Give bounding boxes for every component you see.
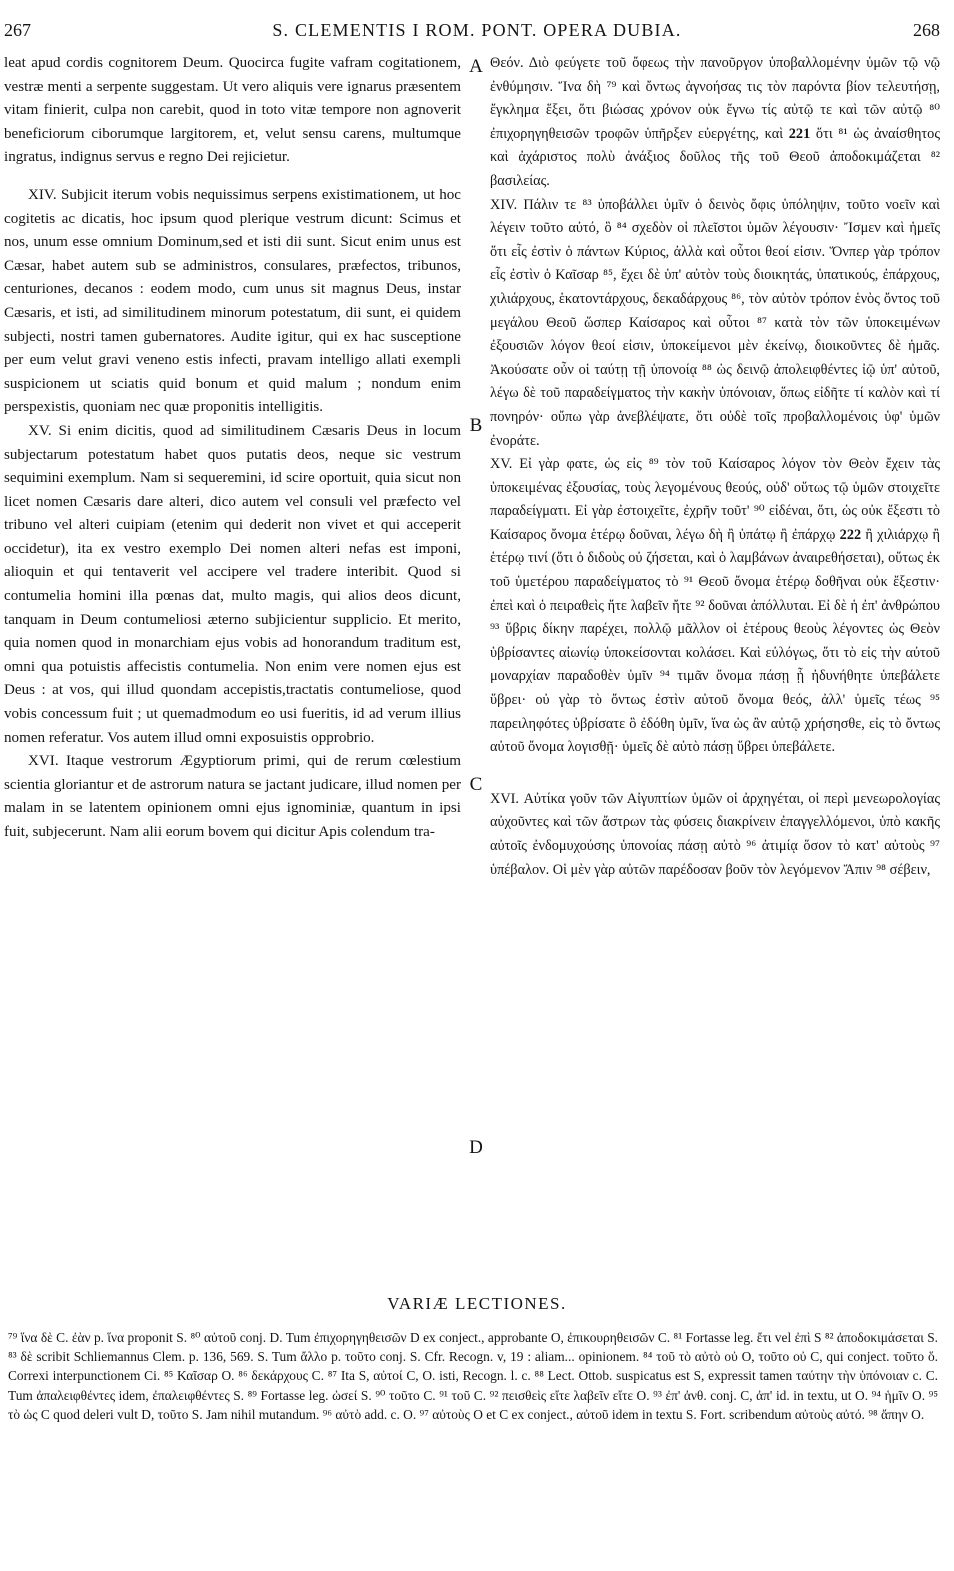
margin-marker-d: D: [469, 1137, 483, 1158]
variae-lectiones-text: ⁷⁹ ἵνα δὲ C. ἐὰν p. ἵνα proponit S. ⁸⁰ αὐτοῦ conj. D. Tum ἐπιχορηγηθεισῶν D ex conject., approbante O, ἐπικουρηθεισῶν C. ⁸¹ Fortasse leg. ἔτι vel ἐπὶ S ⁸² ἀποδοκιμάσεται S. ⁸³ δὲ scribit Schliemannus Clem. p. 136, 569. S. Tum ἄλλο p. τοῦτο conj. S. Cfr. Recogn. v, 19 : aliam... opinionem. ⁸⁴ τοῦ τὸ αὐτὸ οὐ O, τοῦτο οὐ C, qui conject. τοῦτο ὅ. Correxi interpunctionem Ci. ⁸⁵ Καῖσαρ O. ⁸⁶ δεκάρχους C. ⁸⁷ Ita S, αὐτοί C, O. isti, Recogn. l. c. ⁸⁸ Lect. Ottob. suspicatus est S, expressit tamen ταύτην τὴν ὑπόνοιαν c. C. Tum ἀπαλειφθέντες idem, ἐπαλειφθέντες S. ⁸⁹ Fortasse leg. ὡσεί S. ⁹⁰ τοῦτο C. ⁹¹ τοῦ C. ⁹² πεισθεὶς εἴτε λαβεῖν εἴτε O. ⁹³ ἐπ' ἀνθ. conj. C, ἀπ' id. in textu, ut O. ⁹⁴ ἡμῖν O. ⁹⁵ τὸ ὡς C quod deleri vult D, τοῦτο S. Jam nihil mutandum. ⁹⁶ αὐτὸ add. c. O. ⁹⁷ αὐτοὺς O et C ex conject., αὐτοῦ idem in textu S. Fort. scribendum αὐτοὺς αὐτό. ⁹⁸ ἄπην O.: [8, 1330, 938, 1422]
running-title: S. CLEMENTIS I ROM. PONT. OPERA DUBIA.: [272, 20, 682, 40]
margin-marker-b: B: [469, 415, 483, 436]
greek-paragraph-1a: Θεόν. Διὸ φεύγετε τοῦ ὄφεως τὴν πανοῦργον ὑποβαλλομένην ὑμῶν τῷ νῷ ἐνθύμησιν. Ἵνα δὴ ⁷⁹ καὶ ὄντως ἀγνοήσας τις τὸν παρόντα βίον τελευτήσῃ, ἔγκλημα ἕξει, ὅτι βιώσας χρόνον οὐκ ἔγνω τίς αὐτῷ τε καὶ τῶν αὐτῷ ⁸⁰ ἐπιχορηγηθεισῶν τροφῶν ὑπῆρξεν εὐεργέτης, καὶ: [490, 55, 940, 142]
latin-paragraph-1: leat apud cordis cognitorem Deum. Quocirca fugite vafram cogitationem, vestræ menti a serpente suggestam. Ut vero aliquis vere ignarus præsentem vitam finierit, culpa non carebit, quod in toto vitæ tempore non agnoverit beneficiorum ciborumque largitorem, et, velut sensu carens, multumque ingratus, indignus servus e regno Dei rejicietur.: [4, 55, 461, 166]
greek-paragraph-1: [490, 52, 940, 194]
variae-lectiones-notes: [8, 1328, 938, 1424]
latin-paragraph-xvi: XVI. Itaque vestrorum Ægyptiorum primi, qui de rerum cœlestium scientia gloriantur et de astrorum natura se jactant judicare, illud nomen per malam in se latentem opinionem omni ejus ignominiæ, quantum in ipsi fuit, subjecerunt. Nam alii eorum bovem qui dicitur Apis colendum tra-: [4, 753, 461, 840]
greek-paragraph-xiv: XIV. Πάλιν τε ⁸³ ὑποβάλλει ὑμῖν ὁ δεινὸς ὄφις ὑπόληψιν, τοῦτο νοεῖν καὶ λέγειν τοῦτο αὐτό, ὃ ⁸⁴ σχεδὸν οἱ πλεῖστοι ὑμῶν λέγουσιν· Ἴσμεν καὶ ἡμεῖς ὅτι εἷς ἐστὶν ὁ πάντων Κύριος, ἀλλὰ καὶ οὗτοι θεοί εἰσιν. Ὅνπερ γὰρ τρόπον εἷς ἐστὶν ὁ Καῖσαρ ⁸⁵, ἔχει δὲ ὑπ' αὐτὸν τοὺς διοικητάς, ὑπατικούς, ἐπάρχους, χιλιάρχους, ἑκατοντάρχους, δεκαδάρχους ⁸⁶, τὸν αὐτὸν τρόπον ἑνὸς ὄντος τοῦ μεγάλου Θεοῦ ὥσπερ Καίσαρος καὶ οὗτοι ⁸⁷ κατὰ τὸν τῶν ὑποκειμένων ἐξουσιῶν λόγον θεοί εἰσιν, ὑποκείμενοι μὲν ἐκείνῳ, διοικοῦντες δὲ ἡμᾶς. Ἀκούσατε οὖν οἱ ταύτῃ τῇ ὑπονοίᾳ ⁸⁸ ὡς δεινῷ ἀπολειφθέντες ἰῷ ὑπ' αὐτοῦ, λέγω δὲ τοῦ παραδείγματος τὴν κακὴν ὑπόνοιαν, ὅπως εἰδῆτε τί καλὸν καὶ τί πονηρόν· οὔπω γὰρ ἀνεβλέψατε, ὅτι οὐδὲ τοῖς προβαλλομένοις ὑφ' ὑμῶν ἐνοράτε.: [490, 196, 940, 449]
latin-paragraph-xiv: XIV. Subjicit iterum vobis nequissimus serpens existimationem, ut hoc cogitetis ac dicatis, hoc ipsum quod plerique vestrum dicunt: Scimus et nos, unum esse omnium Dominum,sed et isti dii sunt. Sicut enim unus est Cæsar, habet autem sub se administros, consulares, præfectos, tribunos, centuriones, decanos : eodem modo, cum unus sit magnus Deus, instar Cæsaris, et isti, ad similitudinem minorum potestatum, dii sunt, ei quidem subjecti, nostri tamen gubernatores. Audite igitur, qui ex hac susceptione per eum velut gravi veneno estis infecti, pravam intelligo allati exempli suspicionem ut sciatis quid bonum et quid malum ; nondum enim perspexistis, quoniam nec quæ proponitis intelligitis.: [4, 186, 461, 416]
greek-paragraph-xv: [490, 453, 940, 760]
greek-paragraph-xv-b: ἢ χιλιάρχῳ ἢ ἑτέρῳ τινί (ὅτι ὁ διδοὺς οὐ ζήσεται, καὶ ὁ λαμβάνων ἀναιρεθήσεται), οὕτως ἐκ τοῦ ὑμετέρου παραδείγματος τὸ ⁹¹ Θεοῦ ὄνομα ἑτέρῳ δοθῆναι οὐκ ἔξεστιν· ἐπεὶ καὶ ὁ πειραθεὶς ἤτε λαβεῖν ἤτε ⁹² δοῦναι ἀπόλλυται. Εἰ δὲ ἡ ἐπ' ἀνθρώπου ⁹³ ὕβρις δίκην παρέχει, πολλῷ μᾶλλον οἱ ἑτέρους θεοὺς λέγοντες ὡς Θεὸν ὑβρίσαντες αἰωνίῳ ὑποκείσονται κολάσει. Καὶ εὐλόγως, ὅτι τὸ εἰς τὴν αὐτοῦ μοναρχίαν παραδοθὲν ὑμῖν ⁹⁴ τιμᾶν ὄνομα πάσῃ ᾗ ἠδυνήθητε ὑπεβάλετε ὕβρει· οὐ γὰρ τὸ ὄντως ἐστὶν αὐτοῦ ὄνομα θεός, ἀλλ' ὑμεῖς τέως ⁹⁵ παρειληφότες ὑβρίσατε ὃ ἐδόθη ὑμῖν, ἵνα ὡς ἂν αὐτῷ χρήσησθε, εἰς τὸ ὄντως αὐτοῦ ὄνομα λογισθῇ· ὑμεῖς δὲ αὐτὸ πάσῃ ὕβρει ὑπεβάλετε.: [490, 526, 940, 756]
latin-column: [4, 52, 461, 845]
margin-marker-c: C: [469, 774, 483, 795]
column-number-221: 221: [788, 125, 811, 142]
variae-lectiones-title: VARIÆ LECTIONES.: [387, 1294, 567, 1313]
greek-paragraph-xv-a: XV. Εἰ γὰρ φατε, ὡς εἰς ⁸⁹ τὸν τοῦ Καίσαρος λόγον τὸν Θεὸν ἔχειν τὰς ὑποκειμένας ἐξουσίας, τοὺς λεγομένους θεούς, οὐδ' οὕτως τῷ ὑμῶν στοιχεῖτε παραδείγματι. Εἰ γὰρ ἐστοιχεῖτε, ἐχρῆν τοῦτ' ⁹⁰ εἰδέναι, ὅτι, ὡς οὐκ ἔξεστι τὸ Καίσαρος ὄνομα ἑτέρῳ δοῦναι, λέγω δὴ ἢ ὑπάτῳ ἢ ἐπάρχῳ: [490, 456, 940, 543]
latin-paragraph-xv: XV. Si enim dicitis, quod ad similitudinem Cæsaris Deus in locum subjectarum potestatum habet quos putatis deos, neque sic vestrum sequimini exemplum. Nam si sequeremini, id scire oportuit, quia sicut non licet nomen Cæsaris dare alteri, dico autem vel consuli vel præfecto vel tribuno vel alteri cuipiam (etenim qui dederit non vivet et qui acceperit occidetur), ita ex vestro exemplo Dei nomen alteri nefas est imponi, alioquin et qui tentaverit vel accipere vel tradere interibit. Quod si contumelia homini illa pœnas dat, multo magis, qui alios deos dicunt, tanquam in Deum contumeliosi æterno subjicientur supplicio. Et merito, quia nomen quod in monarchiam ejus vobis ad honorandum traditum est, omni qua potuistis affecistis contumelia. Non enim vere nomen ejus est Deus : at vos, qui illud quondam accepistis,tractatis contumeliose, quod vobis concessum fuit ; ut quemadmodum eo usi fueritis, id ad verum illius nomen referatur. Vos autem illud omni exposuistis opprobrio.: [4, 422, 461, 746]
page-number-right: 268: [913, 20, 940, 40]
greek-paragraph-1b: ὅτι ⁸¹ ὡς ἀναίσθητος καὶ ἀχάριστος πολὺ ἀνάξιος δοῦλος τῆς τοῦ Θεοῦ ἀποδοκιμάζεται ⁸² βασιλείας.: [490, 125, 940, 189]
column-number-222: 222: [839, 526, 862, 543]
greek-column: [490, 52, 940, 882]
margin-marker-a: A: [469, 56, 483, 77]
greek-paragraph-xvi: XVI. Αὐτίκα γοῦν τῶν Αἰγυπτίων ὑμῶν οἱ ἀρχηγέται, οἱ περὶ μενεωρολογίας αὐχοῦντες καὶ τῶν ἄστρων τὰς φύσεις διακρίνειν ἐπαγγελλόμενοι, ὑπὸ κακῆς αὐτοῖς ἐνδομυχούσης ὑπονοίας πάσῃ αὐτὸ ⁹⁶ ἀτιμίᾳ ὅσον τὸ κατ' αὐτοὺς ⁹⁷ ὑπέβαλον. Οἱ μὲν γὰρ αὐτῶν παρέδοσαν βοῦν τὸν λεγόμενον Ἄπιν ⁹⁸ σέβειν,: [490, 790, 940, 878]
running-header: [0, 0, 954, 44]
page-number-left: 267: [4, 20, 31, 40]
